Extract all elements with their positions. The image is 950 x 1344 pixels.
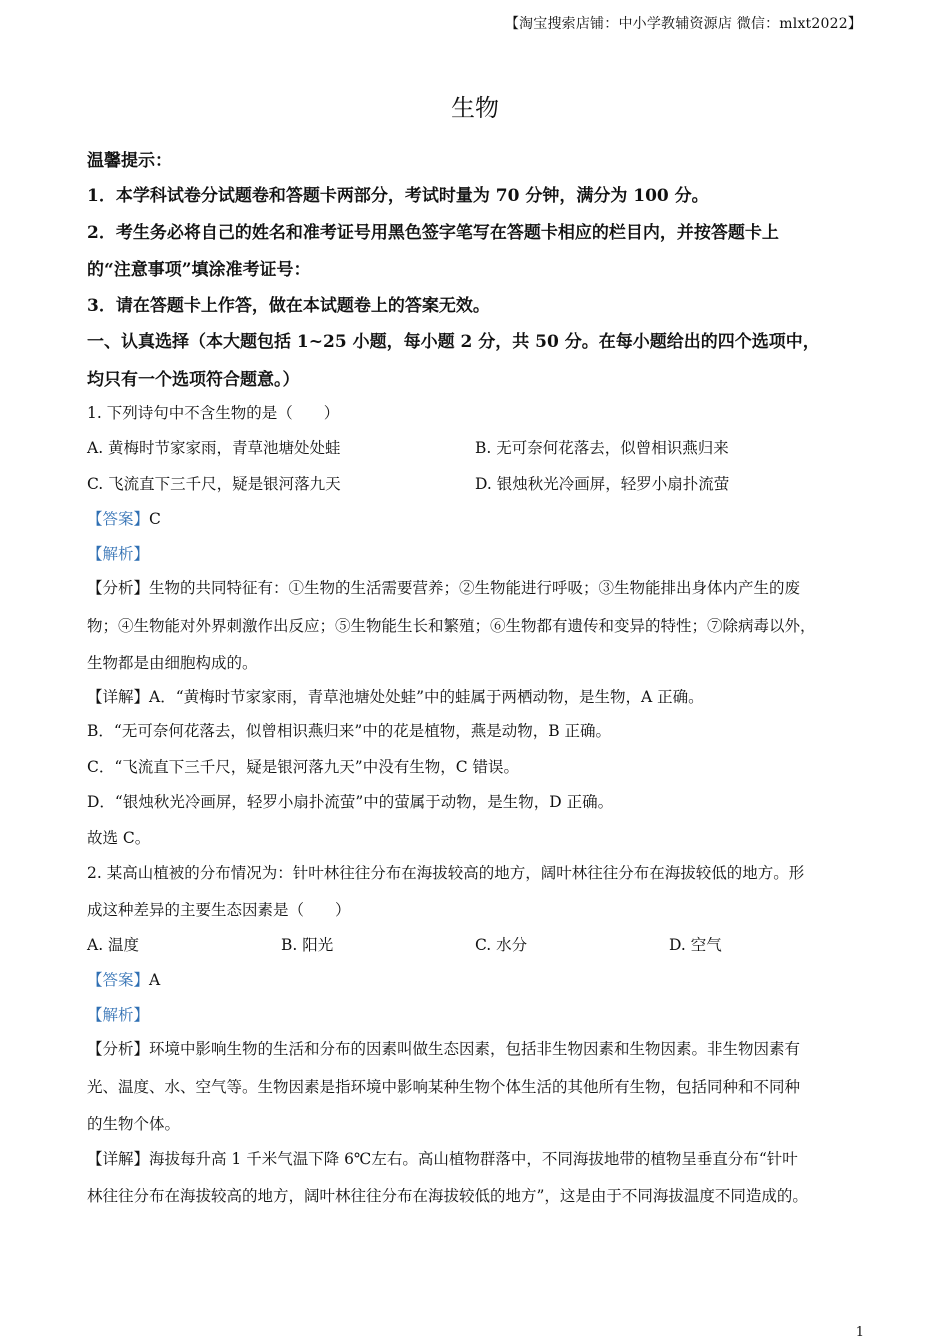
question-2-option-b: B. 阳光 — [281, 936, 334, 954]
answer-tag: 【答案】 — [87, 971, 150, 989]
tip-item-1: 1．本学科试卷分试题卷和答题卡两部分，考试时量为 70 分钟，满分为 100 分。 — [87, 186, 709, 206]
question-1-detail-b: B．“无可奈何花落去，似曾相识燕归来”中的花是植物，燕是动物，B 正确。 — [87, 722, 612, 740]
answer-value: A — [149, 971, 161, 989]
question-1-fenxi-line-1: 【分析】生物的共同特征有：①生物的生活需要营养；②生物能进行呼吸；③生物能排出身体内产生的废 — [87, 579, 801, 597]
question-2-option-c: C. 水分 — [475, 936, 528, 954]
question-1-detail-c: C．“飞流直下三千尺，疑是银河落九天”中没有生物，C 错误。 — [87, 758, 519, 776]
question-2-fenxi-line-3: 的生物个体。 — [87, 1115, 181, 1133]
question-2-detail-line-1: 【详解】海拔每升高 1 千米气温下降 6℃左右。高山植物群落中，不同海拔地带的植物呈垂直分布“针叶 — [87, 1150, 798, 1168]
header-note: 【淘宝搜索店铺：中小学教辅资源店 微信：mlxt2022】 — [504, 16, 862, 32]
question-2-option-d: D. 空气 — [669, 936, 722, 954]
tip-item-3: 3．请在答题卡上作答，做在本试题卷上的答案无效。 — [87, 296, 490, 316]
question-1-option-b: B. 无可奈何花落去，似曾相识燕归来 — [475, 439, 729, 457]
page-title: 生物 — [451, 94, 499, 122]
tip-item-2-line-2: 的“注意事项”填涂准考证号： — [87, 260, 311, 280]
question-2-stem-line-1: 2. 某高山植被的分布情况为：针叶林往往分布在海拔较高的地方，阔叶林往往分布在海拔较低的地方。形 — [87, 864, 805, 882]
tip-item-2-line-1: 2．考生务必将自己的姓名和准考证号用黑色签字笔写在答题卡相应的栏目内，并按答题卡上 — [87, 223, 779, 243]
question-2-fenxi-line-2: 光、温度、水、空气等。生物因素是指环境中影响某种生物个体生活的其他所有生物，包括同种和不同种 — [87, 1078, 801, 1096]
question-1-answer — [87, 507, 161, 529]
question-2-detail-line-2: 林往往分布在海拔较高的地方，阔叶林往往分布在海拔较低的地方”，这是由于不同海拔温度不同造成的。 — [87, 1187, 808, 1205]
question-1-option-d: D. 银烛秋光冷画屏，轻罗小扇扑流萤 — [475, 475, 730, 493]
question-1-fenxi-line-2: 物；④生物能对外界刺激作出反应；⑤生物能生长和繁殖；⑥生物都有遗传和变异的特性；⑦除病毒以外， — [87, 617, 816, 635]
question-1-conclusion: 故选 C。 — [87, 829, 151, 847]
question-2-fenxi-line-1: 【分析】环境中影响生物的生活和分布的因素叫做生态因素，包括非生物因素和生物因素。非生物因素有 — [87, 1040, 801, 1058]
answer-tag: 【答案】 — [87, 510, 150, 528]
question-1-analysis-tag: 【解析】 — [87, 545, 150, 563]
question-1-detail-d: D．“银烛秋光冷画屏，轻罗小扇扑流萤”中的萤属于动物，是生物，D 正确。 — [87, 793, 614, 811]
question-2-option-a: A. 温度 — [87, 936, 140, 954]
page-number: 1 — [855, 1325, 864, 1340]
question-1-stem: 1. 下列诗句中不含生物的是（ ） — [87, 404, 340, 422]
question-1-option-c: C. 飞流直下三千尺，疑是银河落九天 — [87, 475, 341, 493]
question-1-option-a: A. 黄梅时节家家雨，青草池塘处处蛙 — [87, 439, 341, 457]
question-2-analysis-tag: 【解析】 — [87, 1006, 150, 1024]
section-heading-line-2: 均只有一个选项符合题意。） — [87, 370, 300, 390]
question-1-fenxi-line-3: 生物都是由细胞构成的。 — [87, 654, 258, 672]
question-2-answer — [87, 968, 160, 990]
question-2-stem-line-2: 成这种差异的主要生态因素是（ ） — [87, 901, 351, 919]
tips-heading: 温馨提示： — [87, 151, 172, 171]
section-heading-line-1: 一、认真选择（本大题包括 1~25 小题，每小题 2 分，共 50 分。在每小题给出的四个选项中， — [87, 332, 820, 352]
answer-value: C — [149, 510, 161, 528]
question-1-detail-a: 【详解】A．“黄梅时节家家雨，青草池塘处处蛙”中的蛙属于两栖动物，是生物，A 正确。 — [87, 688, 704, 706]
